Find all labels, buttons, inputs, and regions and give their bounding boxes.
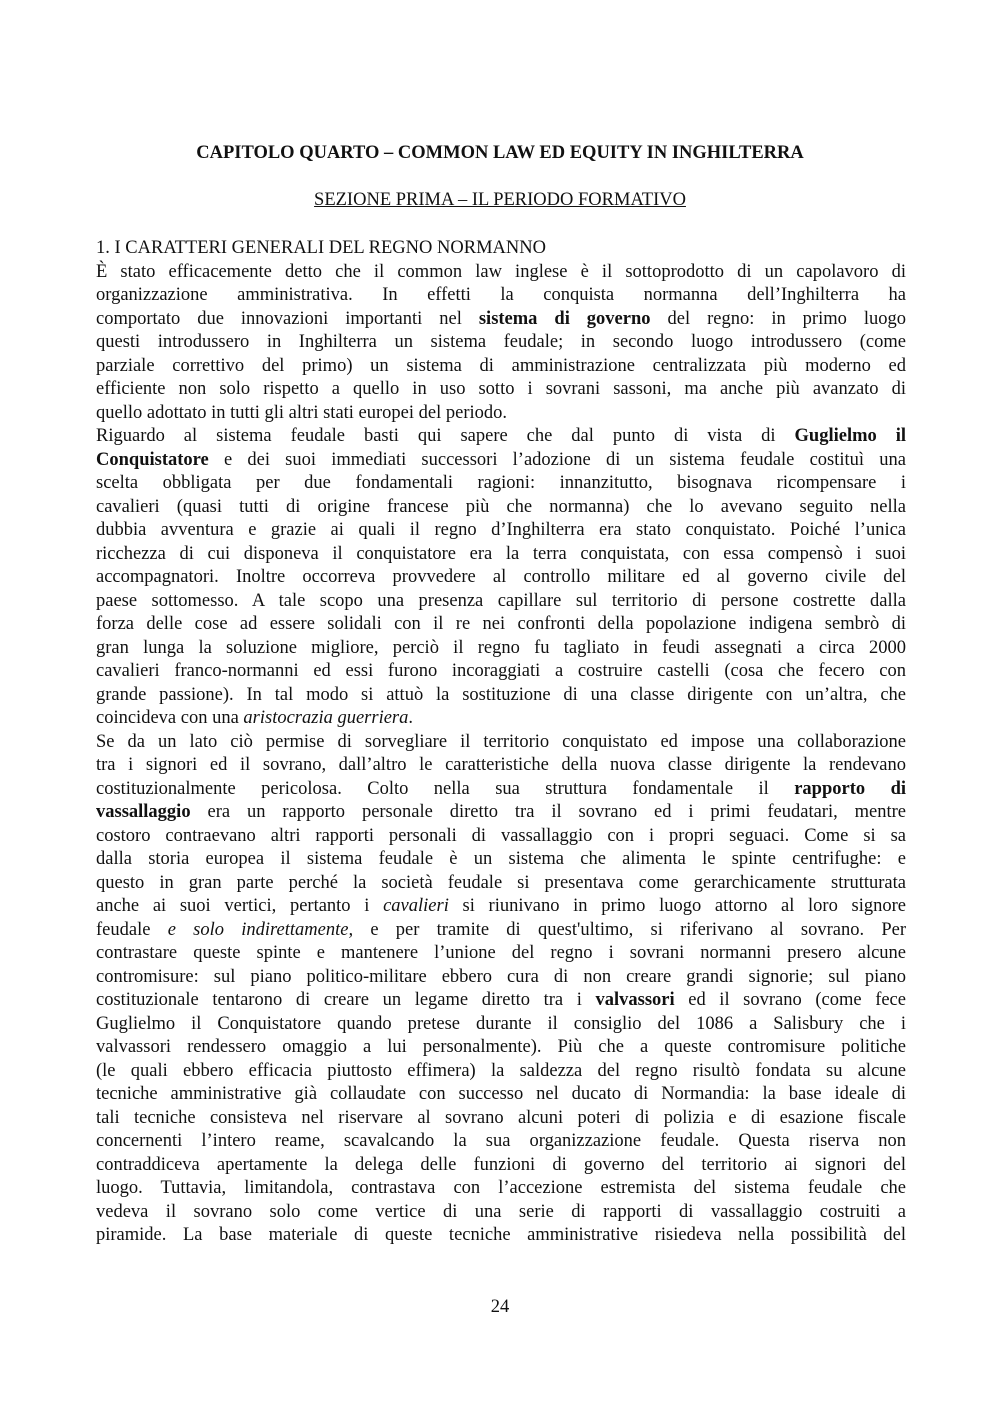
text-line: dalla storia europea il sistema feudale è un sistema che alimenta le spinte centrifughe: e	[96, 849, 906, 869]
text-line: forza delle cose ad essere solidali con il re nei confronti della popolazione indigena sembrò di	[96, 614, 906, 634]
italic-term: aristocrazia guerriera	[243, 708, 409, 728]
text-line: Conquistatore e dei suoi immediati successori l’adozione di un sistema feudale costituì una	[96, 449, 906, 470]
text-line: dubbia avventura e grazie ai quali il regno d’Inghilterra era stato conquistato. Poiché l’unica	[96, 520, 906, 540]
text-line: coincideva con una aristocrazia guerriera.	[96, 708, 414, 728]
bold-term: vassallaggio	[96, 802, 191, 822]
text-line: cavalieri (quasi tutti di origine francese più che normanna) che lo avevano seguito nella	[96, 496, 906, 517]
bold-term: Conquistatore	[96, 449, 209, 470]
text-line: luogo. Tuttavia, limitandola, contrastava con l’accezione estremista del sistema feudale che	[96, 1178, 906, 1198]
bold-term: Guglielmo il	[794, 426, 907, 446]
section-title: SEZIONE PRIMA – IL PERIODO FORMATIVO	[314, 190, 686, 210]
text-line: contromisure: sul piano politico-militare ebbero cura di non creare grandi signorie; sul piano	[96, 966, 906, 987]
text-line: costituzionalmente pericolosa. Colto nella sua struttura fondamentale il rapporto di	[96, 778, 906, 799]
text-line: valvassori rendessero omaggio a lui personalmente). Più che a queste contromisure politiche	[96, 1037, 906, 1057]
text-line: paese sottomesso. A tale scopo una presenza capillare sul territorio di persone costrette dalla	[96, 590, 906, 611]
text-line: (le quali ebbero efficacia piuttosto effimera) la saldezza del regno risultò fondata su alcune	[96, 1060, 906, 1081]
chapter-title: CAPITOLO QUARTO – COMMON LAW ED EQUITY IN INGHILTERRA	[196, 143, 804, 163]
text-line: È stato efficacemente detto che il common law inglese è il sottoprodotto di un capolavoro di	[96, 261, 906, 282]
text-line: scelta obbligata per due fondamentali ragioni: innanzitutto, bisognava ricompensare i	[96, 473, 906, 493]
text-line: Se da un lato ciò permise di sorvegliare il territorio conquistato ed impose una collaborazione	[96, 731, 906, 752]
text-line: contrastare queste spinte e mantenere l’unione del regno i sovrani normanni presero alcune	[96, 943, 906, 963]
text-line: Guglielmo il Conquistatore quando pretese durante il consiglio del 1086 a Salisbury che i	[96, 1013, 906, 1034]
text-line: ricchezza di cui disponeva il conquistatore era la terra conquistata, con essa compensò i suoi	[96, 543, 906, 564]
text-line: vedeva il sovrano solo come vertice di una serie di rapporti di vassallaggio costruiti a	[96, 1201, 906, 1222]
text-line: tali tecniche consisteva nel riservare al sovrano alcuni poteri di polizia e di esazione fiscale	[96, 1107, 906, 1128]
text-line: tecniche amministrative già collaudate con successo nel ducato di Normandia: la base ideale di	[96, 1084, 906, 1104]
bold-term: rapporto di	[794, 778, 906, 799]
text-line: comportato due innovazioni importanti nel sistema di governo del regno: in primo luogo	[96, 308, 906, 329]
text-line: parziale correttivo del primo) un sistema di amministrazione centralizzata più moderno ed	[96, 355, 906, 376]
text-line: costoro contraevano altri rapporti personali di vassallaggio con i propri seguaci. Come si sa	[96, 825, 906, 846]
text-line: grande passione). In tal modo si attuò la sostituzione di una classe dirigente con un’altra, che	[96, 684, 906, 705]
text-line: vassallaggio era un rapporto personale diretto tra il sovrano ed i primi feudatari, mentre	[96, 802, 906, 822]
text-line: contraddiceva apertamente la delega delle funzioni di governo del territorio ai signori del	[96, 1154, 906, 1175]
text-line: Riguardo al sistema feudale basti qui sapere che dal punto di vista di Guglielmo il	[96, 426, 907, 446]
text-line: questi introdussero in Inghilterra un sistema feudale; in secondo luogo introdussero (come	[96, 332, 906, 352]
text-line: piramide. La base materiale di queste tecniche amministrative risiedeva nella possibilità del	[96, 1225, 906, 1245]
text-line: organizzazione amministrativa. In effetti la conquista normanna dell’Inghilterra ha	[96, 285, 906, 305]
text-line: questo in gran parte perché la società feudale si presentava come gerarchicamente strutturata	[96, 872, 906, 893]
text-line: anche ai suoi vertici, pertanto i cavalieri si riunivano in primo luogo attorno al loro signore	[96, 896, 906, 916]
section-heading: 1. I CARATTERI GENERALI DEL REGNO NORMANNO	[96, 238, 546, 258]
text-line: quello adottato in tutti gli altri stati europei del periodo.	[96, 402, 508, 423]
bold-term: valvassori	[595, 990, 675, 1010]
text-line: tra i signori ed il sovrano, dall’altro le caratteristiche della nuova classe dirigente la rendevano	[96, 755, 906, 775]
italic-term: e solo indirettamente,	[167, 919, 354, 940]
page-number: 24	[490, 1297, 510, 1317]
text-line: efficiente non solo rispetto a quello in uso sotto i sovrani sassoni, ma anche più avanzato di	[96, 379, 906, 399]
text-line: concernenti l’intero reame, scavalcando la sua organizzazione feudale. Questa riserva non	[96, 1131, 906, 1151]
text-line: accompagnatori. Inoltre occorreva provvedere al controllo militare ed al governo civile del	[96, 567, 906, 587]
text-line: costituzionale tentarono di creare un legame diretto tra i valvassori ed il sovrano (come fece	[96, 990, 906, 1010]
text-line: gran lunga la soluzione migliore, perciò il regno fu tagliato in feudi assegnati a circa 2000	[96, 637, 906, 658]
bold-term: sistema di governo	[478, 308, 651, 329]
body-text	[96, 237, 906, 1248]
text-line: cavalieri franco-normanni ed essi furono incoraggiati a costruire castelli (cosa che fecero con	[96, 661, 906, 681]
italic-term: cavalieri	[383, 896, 449, 916]
text-line: feudale e solo indirettamente, e per tramite di quest'ultimo, si riferivano al sovrano. Per	[96, 919, 906, 940]
